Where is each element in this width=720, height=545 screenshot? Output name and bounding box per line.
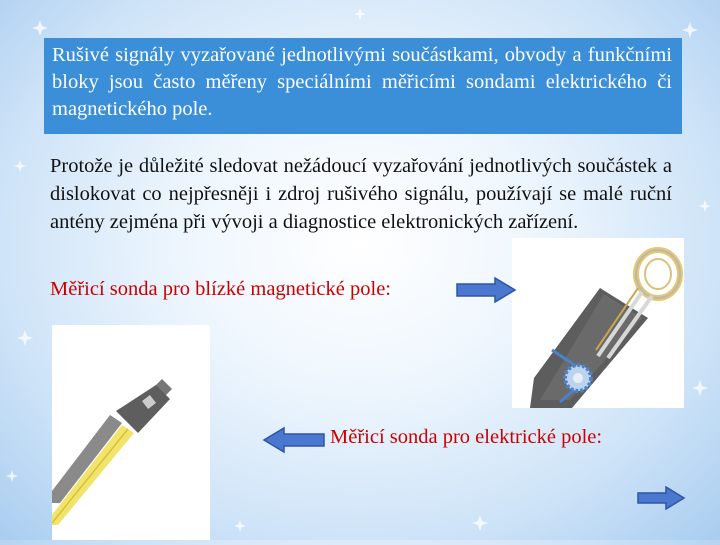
- arrow-right-icon: [455, 277, 517, 303]
- magnetic-probe-image: [512, 238, 684, 408]
- body-paragraph: Protože je důležité sledovat nežádoucí vyzařování jednotlivých součástek a dislokovat co nejpřesněji i zdroj rušivého signálu, používají se malé ruční antény zejména při vývoji a diagnostice elektronických zařízení.: [50, 155, 672, 233]
- electric-probe-image: [52, 325, 210, 540]
- magnetic-probe-label: Měřicí sonda pro blízké magnetické pole:: [50, 278, 391, 300]
- electric-probe-photo: [52, 325, 210, 540]
- arrow-left-icon: [262, 426, 326, 454]
- magnetic-probe-photo: [512, 238, 684, 408]
- header-text: Rušivé signály vyzařované jednotlivými součástkami, obvody a funkčními bloky jsou často měřeny speciálními měřicími sondami elektrického či magnetického pole.: [52, 44, 672, 120]
- next-slide-arrow-icon[interactable]: [636, 486, 686, 510]
- header-box: [44, 38, 682, 134]
- electric-probe-label: Měřicí sonda pro elektrické pole:: [330, 426, 603, 448]
